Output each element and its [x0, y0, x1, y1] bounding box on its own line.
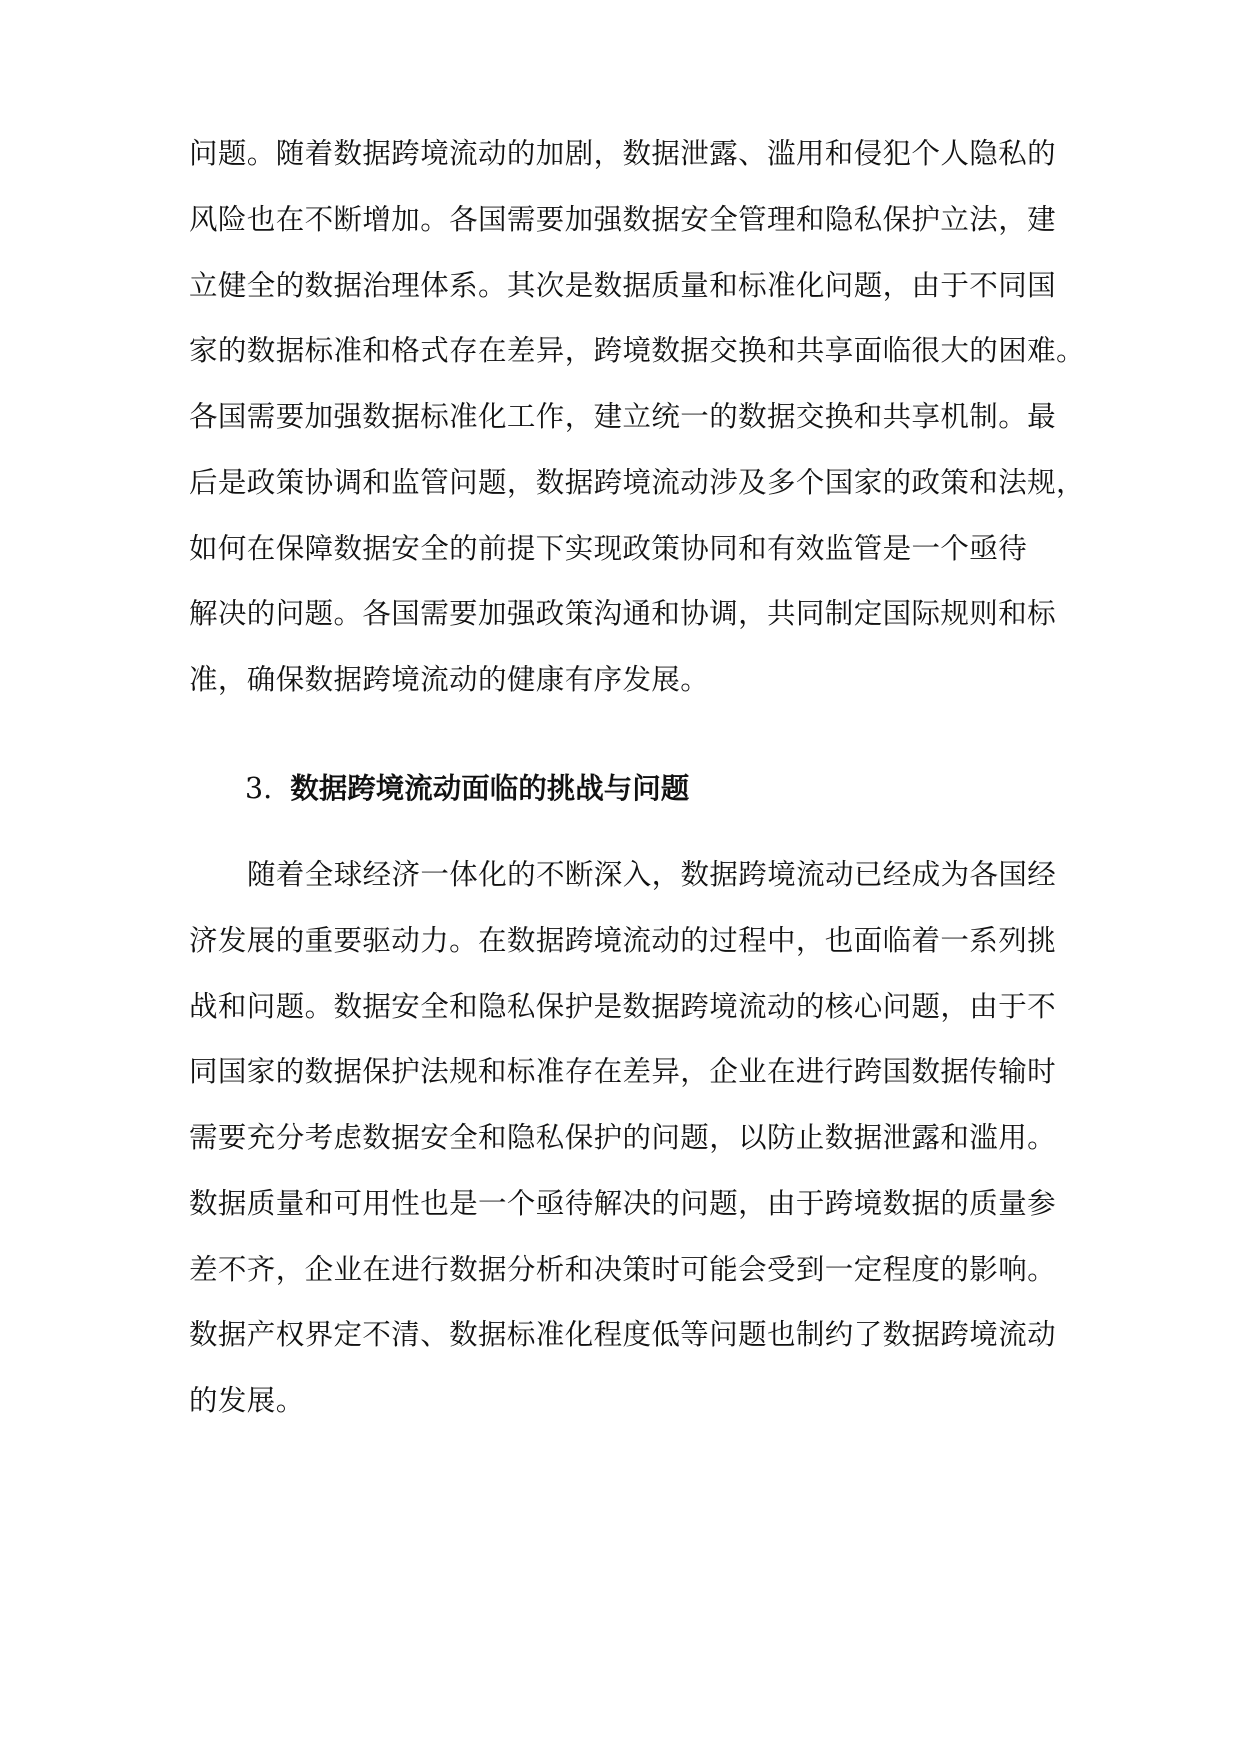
text-line: 需要充分考虑数据安全和隐私保护的问题，以防止数据泄露和滥用。 — [189, 1121, 1057, 1154]
text-line: 家的数据标准和格式存在差异，跨境数据交换和共享面临很大的困难。 — [189, 334, 1085, 367]
text-line: 后是政策协调和监管问题，数据跨境流动涉及多个国家的政策和法规， — [189, 466, 1085, 499]
text-line: 解决的问题。各国需要加强政策沟通和协调，共同制定国际规则和标 — [189, 597, 1057, 630]
text-line: 济发展的重要驱动力。在数据跨境流动的过程中，也面临着一系列挑 — [189, 924, 1057, 957]
text-line: 立健全的数据治理体系。其次是数据质量和标准化问题，由于不同国 — [189, 269, 1057, 302]
text-line: 数据质量和可用性也是一个亟待解决的问题，由于跨境数据的质量参 — [189, 1187, 1057, 1220]
text-line: 各国需要加强数据标准化工作，建立统一的数据交换和共享机制。最 — [189, 400, 1057, 433]
text-line: 风险也在不断增加。各国需要加强数据安全管理和隐私保护立法，建 — [189, 203, 1057, 236]
text-line: 差不齐，企业在进行数据分析和决策时可能会受到一定程度的影响。 — [189, 1253, 1057, 1286]
text-line: 数据产权界定不清、数据标准化程度低等问题也制约了数据跨境流动 — [189, 1318, 1057, 1351]
text-line: 同国家的数据保护法规和标准存在差异，企业在进行跨国数据传输时 — [189, 1055, 1057, 1088]
text-line: 如何在保障数据安全的前提下实现政策协同和有效监管是一个亟待 — [189, 532, 1028, 565]
section-number: 3. — [245, 772, 273, 805]
section-heading — [245, 769, 689, 809]
text-line: 问题。随着数据跨境流动的加剧，数据泄露、滥用和侵犯个人隐私的 — [189, 137, 1057, 170]
text-line: 随着全球经济一体化的不断深入，数据跨境流动已经成为各国经 — [247, 858, 1057, 891]
text-line: 准，确保数据跨境流动的健康有序发展。 — [189, 663, 710, 696]
section-title: 数据跨境流动面临的挑战与问题 — [290, 772, 690, 805]
text-line: 战和问题。数据安全和隐私保护是数据跨境流动的核心问题，由于不 — [189, 990, 1057, 1023]
text-line: 的发展。 — [189, 1384, 305, 1417]
